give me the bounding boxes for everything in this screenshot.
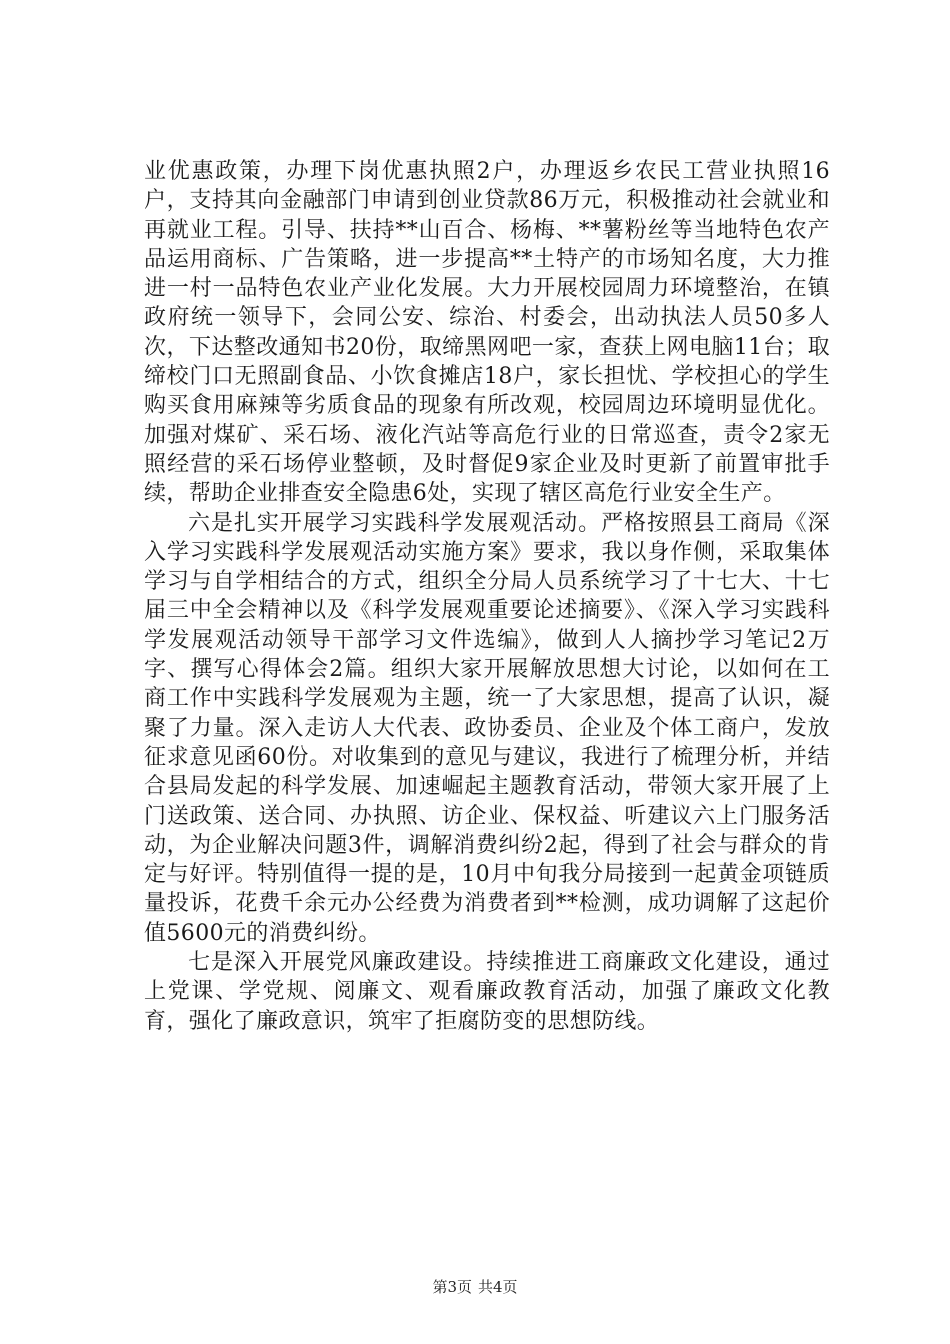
paragraph-1: 业优惠政策，办理下岗优惠执照2户，办理返乡农民工营业执照16户，支持其向金融部门申请到创业贷款86万元，积极推动社会就业和再就业工程。引导、扶持**山百合、杨梅、**薯粉丝等当地特色农产品运用商标、广告策略，进一步提高**土特产的市场知名度，大力推进一村一品特色农业产业化发展。大力开展校园周力环境整治，在镇政府统一领导下，会同公安、综治、村委会，出动执法人员50多人次，下达整改通知书20份，取缔黑网吧一家，查获上网电脑11台；取缔校门口无照副食品、小饮食摊店18户，家长担忧、学校担心的学生购买食用麻辣等劣质食品的现象有所改观，校园周边环境明显优化。加强对煤矿、采石场、液化汽站等高危行业的日常巡查，责令2家无照经营的采石场停业整顿，及时督促9家企业及时更新了前置审批手续，帮助企业排查安全隐患6处，实现了辖区高危行业安全生产。 — [144, 159, 830, 507]
document-body — [144, 157, 830, 1036]
page-number: 第3页 — [432, 1278, 472, 1296]
paragraph-2: 六是扎实开展学习实践科学发展观活动。严格按照县工商局《深入学习实践科学发展观活动实施方案》要求，我以身作侧，采取集体学习与自学相结合的方式，组织全分局人员系统学习了十七大、十七届三中全会精神以及《科学发展观重要论述摘要》、《深入学习实践科学发展观活动领导干部学习文件选编》，做到人人摘抄学习笔记2万字、撰写心得体会2篇。组织大家开展解放思想大讨论，以如何在工商工作中实践科学发展观为主题，统一了大家思想，提高了认识，凝聚了力量。深入走访人大代表、政协委员、企业及个体工商户，发放征求意见函60份。对收集到的意见与建议，我进行了梳理分析，并结合县局发起的科学发展、加速崛起主题教育活动，带领大家开展了上门送政策、送合同、办执照、访企业、保权益、听建议六上门服务活动，为企业解决问题3件，调解消费纠纷2起，得到了社会与群众的肯定与好评。特别值得一提的是，10月中旬我分局接到一起黄金项链质量投诉，花费千余元办公经费为消费者到**检测，成功调解了这起价值5600元的消费纠纷。 — [144, 510, 830, 946]
page-footer — [0, 1276, 950, 1297]
page-total: 共4页 — [478, 1278, 518, 1296]
paragraph-3: 七是深入开展党风廉政建设。持续推进工商廉政文化建设，通过上党课、学党规、阅廉文、观看廉政教育活动，加强了廉政文化教育，强化了廉政意识，筑牢了拒腐防变的思想防线。 — [144, 950, 830, 1034]
